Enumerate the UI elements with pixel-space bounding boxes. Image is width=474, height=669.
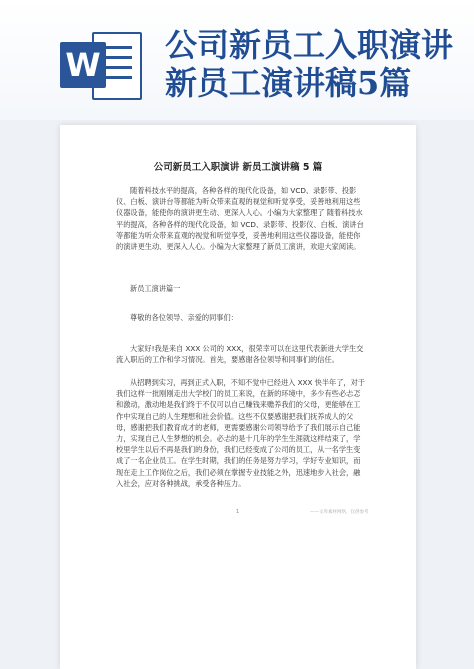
banner-title: 公司新员工入职演讲新员工演讲稿5篇 xyxy=(165,26,454,102)
document-page xyxy=(60,125,416,669)
footer-note: ——文库素材网络，仅供参考 xyxy=(310,510,369,515)
body-paragraph: 从招聘到实习，再到正式入职，不知不觉中已经进入 XXX 快半年了，对于我们这样一批刚刚走出大学校门的员工来说，在新的环境中，多少有些必忐忑和激动，激动地是我们终于不仅可以自己赚钱来赡养我们的父母，更能够在工作中实现自己的人生理想和社会价值。这些不仅要感谢把我们抚养成人的父母，感谢把我们教育成才的老师，更需要感谢公司领导给予了我们展示自己能力，实现自己人生梦想的机会。必忐的是十几年的学生生涯就这样结束了，学校里学生以后不再是我们的身份，我们已经变成了公司的员工，从一名学生变成了一名企业员工。在学生时期，我们的任务是努力学习，学好专业知识，而现在走上工作岗位之后，我们必须在掌握专业技能之外，迅速地步入社会，融入社会，应对各种挑战，承受各种压力。 xyxy=(116,378,365,488)
page-number: 1 xyxy=(236,509,240,515)
intro-paragraph: 随着科技水平的提高，各种各样的现代化设备，如 VCD、录影带、投影仪、白板、演讲台等都能为听众带来直观的视觉和听觉享受，妥善地利用这些仪器设备，能使你的演讲更生动、更深入人心。小编为大家整理了 随着科技水平的提高，各种各样的现代化设备，如 VCD、录影带、投影仪、白板、演讲台等都能为听众带来直观的视觉和听觉享受，妥善地利用这些仪器设备，能使你的演讲更生动、更深入人心。小编为大家整理了新员工演讲，欢迎大家阅读。 xyxy=(116,186,364,252)
document-title: 公司新员工入职演讲 新员工演讲稿 5 篇 xyxy=(153,162,323,173)
document-line-icon xyxy=(106,66,132,69)
document-line-icon xyxy=(106,76,132,79)
header-banner xyxy=(0,0,474,120)
salutation: 尊敬的各位领导、亲爱的同事们： xyxy=(130,313,238,322)
section-heading: 新员工演讲篇一 xyxy=(130,284,181,293)
document-line-icon xyxy=(106,46,132,49)
word-logo-letter: W xyxy=(60,42,106,88)
body-paragraph: 大家好!我是来自 XXX 公司的 XXX，很荣幸可以在这里代表新进大学生交流入职后的工作和学习情况。首先，要感谢各位领导和同事们的信任。 xyxy=(116,344,364,365)
word-document-icon xyxy=(60,22,140,108)
document-line-icon xyxy=(106,56,132,59)
